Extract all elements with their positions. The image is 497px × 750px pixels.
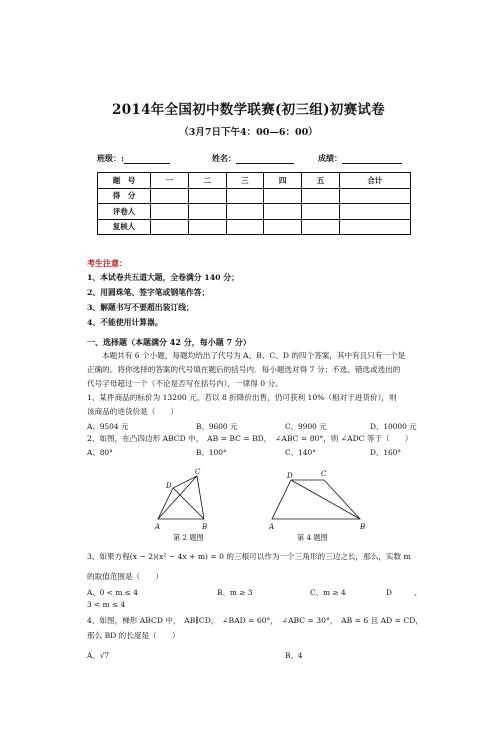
trapezoid-abcd xyxy=(272,480,360,519)
intro-line xyxy=(87,349,417,363)
intro-line: 正确的。将你选择的答案的代号填在题后的括号内．每小题选对得 7 分；不选、错选或选出的 xyxy=(87,364,401,374)
option-b: B、m ≥ 3 xyxy=(217,588,253,597)
figure-4-caption: 第 4 题图 xyxy=(297,533,328,542)
table-cell[interactable] xyxy=(302,219,340,235)
table-header-cell: 合计 xyxy=(339,173,410,189)
class-field xyxy=(97,153,170,164)
table-cell[interactable] xyxy=(226,204,264,220)
page-title: 2014年全国初中数学联赛(初三组)初赛试卷 xyxy=(112,102,385,118)
diagonal-bd xyxy=(291,480,360,519)
option-c: C、9900 元 xyxy=(285,422,327,431)
table-header-cell: 一 xyxy=(151,173,189,189)
row-label: 复核人 xyxy=(98,219,151,235)
table-cell[interactable] xyxy=(302,204,340,220)
table-header-cell: 题 号 xyxy=(98,173,151,189)
table-cell[interactable] xyxy=(151,188,189,204)
table-cell[interactable] xyxy=(188,188,226,204)
intro-text: 本题共有 6 个小题，每题均给出了代号为 A、B、C、D 的四个答案，其中有且只有一个是 xyxy=(102,351,406,360)
name-blank[interactable] xyxy=(236,154,294,164)
notice-item: 1、本试卷共五道大题，全卷满分 140 分； xyxy=(87,273,239,282)
table-row xyxy=(98,204,411,220)
vertex-label-d: D xyxy=(287,472,293,480)
diagonal-ac xyxy=(158,476,197,519)
figure-4-diagram xyxy=(266,467,374,531)
figure-2-caption: 第 2 题图 xyxy=(173,533,204,542)
name-label: 姓名： xyxy=(212,153,236,163)
intro-line: 代号字母超过一个（不论是否写在括号内），一律得 0 分。 xyxy=(87,378,283,388)
vertex-label-d: D xyxy=(166,482,172,490)
score-table-header xyxy=(98,173,411,189)
score-blank[interactable] xyxy=(342,154,402,164)
table-cell[interactable] xyxy=(226,188,264,204)
table-row xyxy=(98,188,411,204)
question-4: 4、如图，梯形 ABCD 中， AB∥CD， ∠BAD = 60°， ∠ABC = 30°， AB = 6 且 AD = CD， xyxy=(87,616,423,625)
option-a: A、80° xyxy=(87,448,113,457)
option-d: D、10000 元 xyxy=(370,422,417,431)
table-cell[interactable] xyxy=(264,219,302,235)
notice-item: 2、用圆珠笔、签字笔或钢笔作答； xyxy=(87,288,210,297)
option-b: B、4 xyxy=(285,651,303,660)
table-cell[interactable] xyxy=(188,204,226,220)
vertex-label-c: C xyxy=(321,470,327,478)
vertex-label-a: A xyxy=(269,523,275,531)
table-row xyxy=(98,219,411,235)
question-4-cont: 那么 BD 的长度是（ ） xyxy=(87,631,180,640)
option-c: C、m ≥ 4 xyxy=(310,588,346,597)
question-2: 2、如图，在凸四边形 ABCD 中， AB = BC = BD， ∠ABC = 80°，则 ∠ADC 等于（ ） xyxy=(87,434,413,443)
table-cell[interactable] xyxy=(264,204,302,220)
row-label: 得 分 xyxy=(98,188,151,204)
option-d-value: 3 < m ≤ 4 xyxy=(87,600,126,609)
option-b: B、9600 元 xyxy=(196,422,238,431)
table-cell[interactable] xyxy=(151,204,189,220)
table-cell[interactable] xyxy=(302,188,340,204)
figure-2-diagram xyxy=(153,467,233,531)
name-field xyxy=(212,153,294,164)
class-blank[interactable] xyxy=(124,154,170,164)
table-cell[interactable] xyxy=(188,219,226,235)
table-cell[interactable] xyxy=(226,219,264,235)
option-a: A、9504 元 xyxy=(87,422,129,431)
notice-title: 考生注意： xyxy=(87,258,127,268)
question-text: 该商品的进货价是（ ） xyxy=(87,406,179,416)
option-d: D 、 xyxy=(386,588,422,597)
table-header-cell: 四 xyxy=(264,173,302,189)
table-cell[interactable] xyxy=(339,188,410,204)
vertex-label-a: A xyxy=(155,523,161,531)
question-3: 3、如果方程(x − 2)(x² − 4x + m) = 0 的三根可以作为一个三角形的三边之长，那么，实数 m xyxy=(87,552,411,561)
option-d: D、160° xyxy=(370,448,402,457)
vertex-label-b: B xyxy=(360,523,366,531)
score-table xyxy=(97,172,411,235)
notice-item: 3、解题书写不要超出装订线； xyxy=(87,303,194,312)
option-b: B、100° xyxy=(196,448,227,457)
table-header-cell: 五 xyxy=(302,173,340,189)
question-1 xyxy=(87,391,417,419)
notice-item: 4、不能使用计算器。 xyxy=(87,318,163,327)
question-3-cont: 的取值范围是（ ） xyxy=(87,572,163,581)
class-label: 班级：: xyxy=(97,153,124,163)
score-label: 成绩： xyxy=(318,153,342,163)
exam-time: （3月7日下午4：00—6：00） xyxy=(179,127,318,138)
question-text: 1、某件商品的标价为 13200 元，若以 8 折降价出售，仍可获利 10%（相对于进货价），则 xyxy=(87,393,397,402)
option-a: A、0 < m ≤ 4 xyxy=(87,588,138,597)
option-c: C、140° xyxy=(285,448,316,457)
table-cell[interactable] xyxy=(264,188,302,204)
table-header-cell: 三 xyxy=(226,173,264,189)
row-label: 评卷人 xyxy=(98,204,151,220)
option-a: A、√7 xyxy=(87,651,110,660)
score-field xyxy=(318,153,402,164)
table-header-cell: 二 xyxy=(188,173,226,189)
vertex-label-c: C xyxy=(195,468,201,476)
section-intro xyxy=(87,349,417,390)
table-cell[interactable] xyxy=(339,204,410,220)
table-cell[interactable] xyxy=(151,219,189,235)
table-cell[interactable] xyxy=(339,219,410,235)
section-title: 一、选择题（本题满分 42 分，每小题 7 分） xyxy=(87,337,251,347)
vertex-label-b: B xyxy=(202,523,208,531)
